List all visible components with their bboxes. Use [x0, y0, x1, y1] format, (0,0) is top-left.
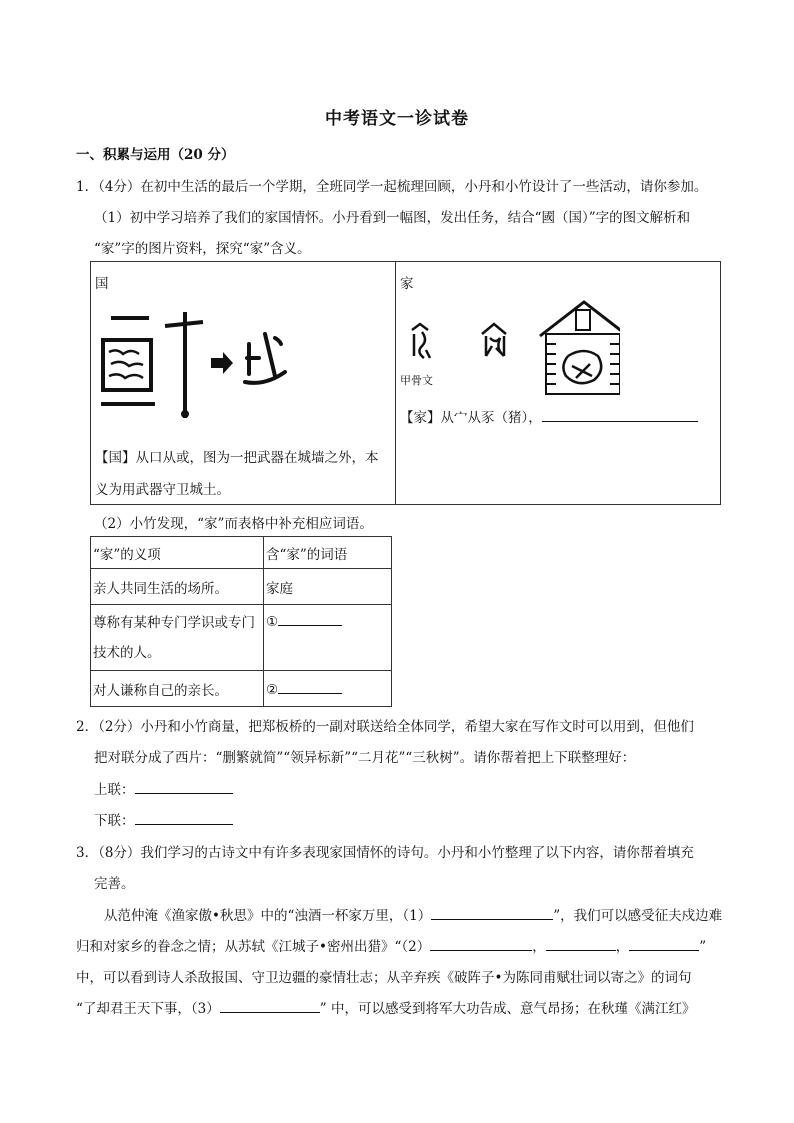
q3-blank-3[interactable] [220, 998, 320, 1013]
page-title: 中考语文一诊试卷 [325, 109, 469, 129]
q1-sub2: （2）小竹发现，“家”而表格中补充相应词语。 [94, 516, 373, 532]
q3-line2: 完善。 [94, 876, 135, 892]
table-cell-word [264, 671, 392, 707]
table-row [91, 569, 392, 605]
q3-line1: 3．（8分）我们学习的古诗文中有许多表现家国情怀的诗句。小丹和小竹整理了以下内容，请你帮着填充 [76, 845, 694, 861]
q3-para-line3: 中，可以看到诗人杀敌报国、守卫边疆的豪情壮志；从辛弃疾《破阵子•为陈同甫赋壮词以寄之》的词句 [76, 970, 692, 986]
q3-p4a: “了却君王天下事，（3） [76, 1001, 220, 1017]
table-cell-meaning: 亲人共同生活的场所。 [91, 569, 264, 605]
table-row [91, 605, 392, 671]
q3-blank-2c[interactable] [629, 936, 699, 951]
q2-line2: 把对联分成了西片：“删繁就简”“领异标新”“二月花”“三秋树”。请你帮着把上下联整理好： [94, 750, 636, 766]
row2-answer-blank[interactable] [278, 611, 342, 626]
q3-blank-2a[interactable] [430, 936, 532, 951]
jia-explanation-text: 【家】从宀从豕（猪）， [400, 410, 542, 426]
table-header-words: 含“家”的词语 [264, 537, 392, 569]
jia-explanation [400, 406, 698, 426]
jia-label: 家 [400, 276, 414, 292]
row2-meaning-line1: 尊称有某种专门学识或专门 [93, 614, 255, 631]
table-row [91, 671, 392, 707]
guo-cell [91, 262, 396, 505]
q1-sub1-line1: （1）初中学习培养了我们的家国情怀。小丹看到一幅图，发出任务，结合“國（国）”字的图文解析和 [94, 210, 691, 226]
row3-marker: ② [266, 682, 279, 698]
row3-answer-blank[interactable] [278, 679, 342, 694]
q1-sub1-line2: “家”字的图片资料，探究“家”含义。 [94, 241, 311, 257]
table-cell-meaning: 对人谦称自己的亲长。 [91, 671, 264, 707]
table-cell-word: 家庭 [264, 569, 392, 605]
guo-explanation-line1: 【国】从口从或，图为一把武器在城墙之外，本 [95, 450, 379, 466]
character-figure-table [90, 261, 721, 505]
q3-para-line4 [76, 997, 695, 1017]
guo-explanation-line2: 义为用武器守卫城土。 [95, 482, 230, 498]
row2-marker: ① [266, 614, 279, 630]
q2-lower-label: 下联： [94, 813, 135, 829]
q2-lower-couplet [94, 809, 233, 829]
table-header-meaning: “家”的义项 [91, 537, 264, 569]
q3-p1b: ”，我们可以感受征夫戍边难 [553, 908, 723, 924]
guo-label: 国 [95, 276, 109, 292]
jia-oracle-bone-caption: 甲骨文 [400, 374, 433, 387]
q3-p2d: ” [699, 939, 707, 955]
q2-upper-label: 上联： [94, 782, 135, 798]
q2-upper-blank[interactable] [135, 779, 233, 794]
table-cell-meaning [91, 605, 264, 671]
jia-oracle-bone-images [400, 294, 620, 396]
table-cell-word [264, 605, 392, 671]
q3-p1a: 从范仲淹《渔家傲•秋思》中的“浊酒一杯家万里，（1） [104, 908, 432, 924]
q2-line1: 2．（2分）小丹和小竹商量，把郑板桥的一副对联送给全体同学，希望大家在写作文时可以用到，但他们 [76, 719, 694, 735]
q3-p2b: ， [532, 939, 546, 955]
q3-para-line1 [104, 904, 722, 924]
guo-ancient-character-image [99, 308, 289, 418]
q3-p2a: 归和对家乡的眷念之情；从苏轼《江城子•密州出猎》“（2） [76, 939, 431, 955]
jia-meaning-table [90, 536, 392, 707]
q2-lower-blank[interactable] [135, 810, 233, 825]
q3-p4b: ” 中，可以感受到将军大功告成、意气昂扬；在秋瑾《满江红》 [319, 1001, 696, 1017]
jia-cell [396, 262, 721, 505]
q3-para-line2 [76, 935, 706, 955]
q2-upper-couplet [94, 778, 233, 798]
section-heading: 一、积累与运用（20 分） [76, 147, 235, 163]
q3-p2c: ， [615, 939, 630, 955]
q3-blank-2b[interactable] [546, 936, 616, 951]
q3-blank-1[interactable] [431, 905, 553, 920]
jia-answer-blank[interactable] [542, 407, 698, 422]
row2-meaning-line2: 技术的人。 [93, 644, 161, 661]
q1-stem: 1．（4分）在初中生活的最后一个学期，全班同学一起梳理回顾，小丹和小竹设计了一些活动，请你参加。 [76, 179, 708, 195]
